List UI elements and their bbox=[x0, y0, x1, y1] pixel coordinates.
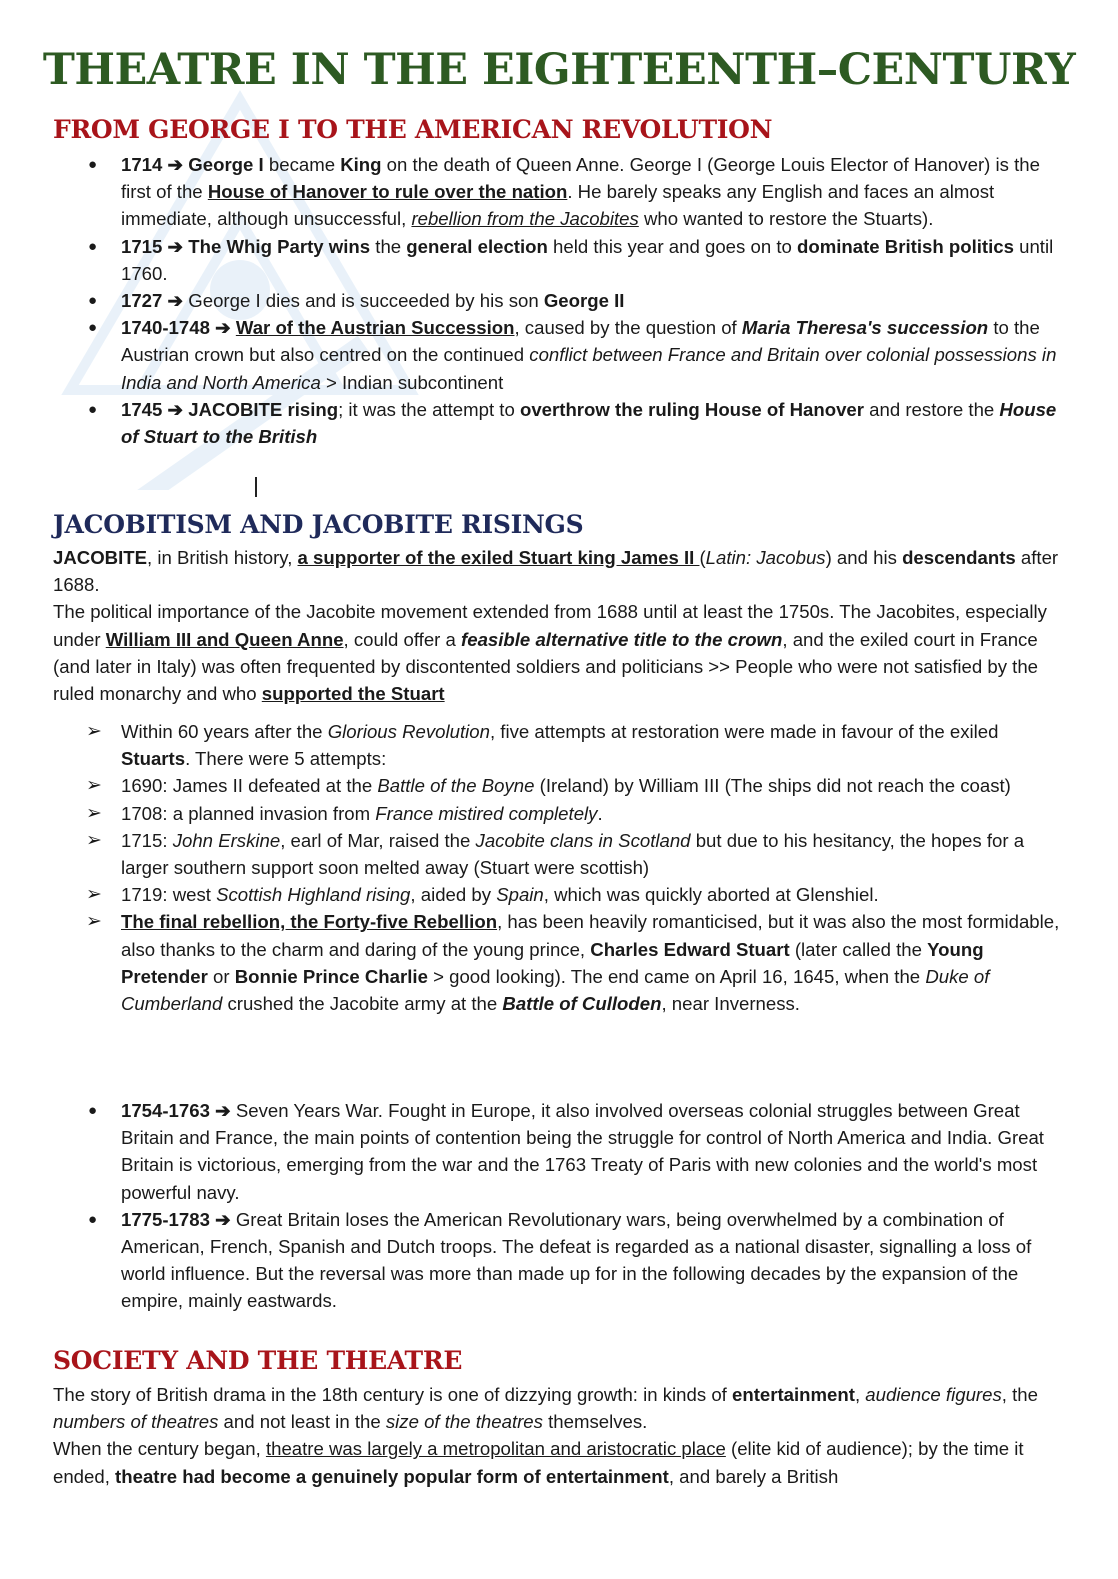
text-run: Battle of the Boyne bbox=[377, 775, 535, 797]
timeline-date: 1740-1748 ➔ bbox=[121, 317, 231, 339]
text-run: Bonnie Prince Charlie bbox=[234, 965, 428, 987]
arrow-bullet-icon: ➢ bbox=[86, 775, 102, 797]
text-run: Seven Years War. Fought in Europe, it also involved overseas colonial struggles between Great Britain and France, the main points of contention being the struggle for control of North America and India. Great Britain is victorious, emerging from the war and the 1763 Treaty of Paris with new colonies and the world's most powerful navy. bbox=[121, 1100, 1044, 1203]
timeline-date: 1775-1783 ➔ bbox=[121, 1208, 231, 1230]
attempt-item bbox=[88, 772, 1063, 799]
text-run: (Ireland) by William III (The ships did not reach the coast) bbox=[534, 775, 1011, 797]
text-run: but due to his hesitancy, the hopes for a larger southern support soon melted away (Stuart were scottish) bbox=[121, 829, 1025, 879]
text-run: The Whig Party wins bbox=[188, 235, 371, 257]
arrow-bullet-icon: ➢ bbox=[86, 829, 102, 851]
text-run: themselves. bbox=[542, 1411, 648, 1433]
restoration-attempts-list bbox=[88, 718, 1063, 1017]
arrow-bullet-icon: ➢ bbox=[86, 802, 102, 824]
text-run: crushed the Jacobite army at the bbox=[222, 993, 503, 1015]
section-heading-society: SOCIETY AND THE THEATRE bbox=[53, 1346, 463, 1375]
section-heading-jacobitism: JACOBITISM AND JACOBITE RISINGS bbox=[53, 510, 584, 539]
society-text bbox=[53, 1381, 1063, 1490]
text-run: Great Britain loses the American Revolutionary wars, being overwhelmed by a combination of American, French, Spanish and Dutch troops. The defeat is regarded as a national disaster, signalling a loss of world influence. But the reversal was more than made up for in the following decades by the expansion of the empire, mainly eastwards. bbox=[121, 1208, 1032, 1312]
timeline-list-1 bbox=[88, 151, 1063, 450]
text-run: , and barely a British bbox=[668, 1465, 839, 1487]
text-run: , bbox=[854, 1384, 866, 1405]
text-cursor bbox=[255, 477, 257, 497]
text-run: , caused by the question of bbox=[514, 317, 742, 339]
text-run: , in British history, bbox=[147, 547, 298, 568]
page-title: THEATRE IN THE EIGHTEENTH–CENTURY bbox=[42, 45, 1076, 95]
timeline-date: 1754-1763 ➔ bbox=[121, 1100, 231, 1121]
arrow-bullet-icon: ➢ bbox=[86, 721, 102, 742]
text-run: general election bbox=[406, 235, 548, 257]
text-run: Maria Theresa's succession bbox=[741, 317, 989, 339]
attempt-item bbox=[88, 881, 1063, 908]
text-run: 1708: a planned invasion from bbox=[121, 802, 376, 824]
text-run: who wanted to restore the Stuarts). bbox=[638, 208, 934, 230]
arrow-bullet-icon: ➢ bbox=[86, 884, 102, 906]
text-run: 1719: west bbox=[121, 884, 217, 906]
text-run: George I bbox=[188, 154, 264, 175]
attempt-item bbox=[88, 800, 1063, 827]
text-run: Jacobite clans in Scotland bbox=[475, 829, 691, 851]
timeline-list-2 bbox=[88, 1097, 1063, 1315]
text-run: and restore the bbox=[864, 398, 1000, 420]
text-run: > good looking). The end came on April 16, 1645, when the bbox=[427, 965, 926, 987]
text-run: , which was quickly aborted at Glenshiel. bbox=[543, 884, 879, 906]
text-run: theatre had become a genuinely popular form of entertainment bbox=[115, 1465, 669, 1487]
text-run: descendants bbox=[902, 547, 1016, 568]
text-run: War of the Austrian Succession bbox=[235, 317, 515, 339]
timeline-item bbox=[88, 1097, 1063, 1206]
text-run: Glorious Revolution bbox=[327, 721, 490, 742]
text-run: on the death of Queen Anne. George I (George Louis Elector of Hanover) is the first of the bbox=[121, 154, 1040, 203]
text-run: or bbox=[207, 965, 235, 987]
attempt-item bbox=[88, 718, 1063, 772]
text-run: George I dies and is succeeded by his son bbox=[183, 290, 544, 312]
text-run: (elite kid of audience); by the time it ended, bbox=[53, 1438, 1024, 1487]
jacobite-importance-paragraph bbox=[53, 598, 1063, 707]
text-run: Stuarts bbox=[121, 748, 186, 770]
text-run: Battle of Culloden bbox=[502, 993, 662, 1015]
bullet-marker: ● bbox=[88, 400, 98, 418]
attempt-item bbox=[88, 908, 1063, 1017]
text-run: supported the Stuart bbox=[261, 683, 445, 705]
text-run: When the century began, bbox=[53, 1438, 266, 1460]
text-run: conflict between France and Britain over colonial possessions in India and North America bbox=[121, 344, 1057, 393]
text-run: a supporter of the exiled Stuart king James II bbox=[297, 547, 700, 568]
text-run: > Indian subcontinent bbox=[320, 371, 504, 393]
text-run: entertainment bbox=[732, 1384, 855, 1405]
text-run: The story of British drama in the 18th century is one of dizzying growth: in kinds of bbox=[53, 1384, 732, 1405]
text-run: 1715: bbox=[121, 829, 173, 851]
attempt-item bbox=[88, 827, 1063, 881]
timeline-date: 1727 ➔ bbox=[121, 290, 184, 312]
text-run: , has been heavily romanticised, but it was also the most formidable, also thanks to the charm and daring of the young prince, bbox=[121, 911, 1060, 960]
jacobite-intro bbox=[53, 544, 1063, 707]
text-run: theatre was largely a metropolitan and aristocratic place bbox=[265, 1438, 726, 1460]
text-run: (later called the bbox=[789, 938, 928, 960]
timeline-item bbox=[88, 396, 1063, 450]
text-run: George II bbox=[543, 290, 625, 312]
text-run: , and the exiled court in France (and later in Italy) was often frequented by discontented soldiers and politicians >> People who were not satisfied by the ruled monarchy and who bbox=[53, 628, 1039, 705]
text-run: overthrow the ruling House of Hanover bbox=[519, 398, 865, 420]
text-run: . bbox=[597, 802, 603, 824]
text-run: Duke of Cumberland bbox=[121, 965, 990, 1015]
timeline-date: 1745 ➔ bbox=[121, 398, 184, 420]
text-run: size of the theatres bbox=[385, 1411, 543, 1433]
timeline-date: 1715 ➔ bbox=[121, 235, 184, 257]
text-run: Scottish Highland rising bbox=[216, 884, 411, 906]
bullet-marker: ● bbox=[88, 156, 98, 173]
text-run: , five attempts at restoration were made in favour of the exiled bbox=[489, 721, 999, 742]
text-run: The final rebellion, the Forty-five Rebellion bbox=[121, 911, 498, 933]
text-run: Charles Edward Stuart bbox=[590, 938, 790, 960]
timeline-item bbox=[88, 314, 1063, 396]
text-run: . He barely speaks any English and faces an almost immediate, although unsuccessful, bbox=[121, 181, 995, 230]
text-run: Within 60 years after the bbox=[121, 721, 328, 742]
text-run: 1690: James II defeated at the bbox=[121, 775, 378, 797]
bullet-marker: ● bbox=[88, 292, 98, 310]
text-run: William III and Queen Anne bbox=[105, 628, 344, 650]
text-run: . There were 5 attempts: bbox=[185, 748, 387, 770]
section-heading-george: FROM GEORGE I TO THE AMERICAN REVOLUTION bbox=[53, 115, 773, 144]
text-run: King bbox=[340, 154, 382, 175]
text-run: became bbox=[263, 154, 341, 175]
text-run: Spain bbox=[496, 884, 544, 906]
timeline-item bbox=[88, 287, 1063, 314]
text-run: ; it was the attempt to bbox=[338, 398, 520, 420]
text-run: rebellion from the Jacobites bbox=[411, 208, 639, 230]
timeline-item bbox=[88, 233, 1063, 287]
text-run: , near Inverness. bbox=[661, 993, 800, 1015]
arrow-bullet-icon: ➢ bbox=[86, 911, 102, 933]
text-run: House of Stuart to the British bbox=[121, 398, 1057, 448]
society-paragraph-2 bbox=[53, 1435, 1063, 1489]
text-run: the bbox=[370, 235, 407, 257]
text-run: , earl of Mar, raised the bbox=[280, 829, 476, 851]
text-run: France mistired completely bbox=[375, 802, 598, 824]
text-run: JACOBITE rising bbox=[188, 398, 339, 420]
text-run: The political importance of the Jacobite movement extended from 1688 until at least the 1750s. The Jacobites, especially under bbox=[53, 601, 1047, 650]
jacobite-definition-paragraph bbox=[53, 544, 1063, 598]
timeline-item bbox=[88, 151, 1063, 233]
text-run: feasible alternative title to the crown bbox=[461, 628, 783, 650]
text-run: Young Pretender bbox=[121, 938, 984, 987]
text-run: and not least in the bbox=[218, 1411, 386, 1433]
text-run: to the Austrian crown but also centred on the continued bbox=[121, 317, 1040, 366]
text-run: ( bbox=[699, 547, 706, 568]
text-run: House of Hanover to rule over the nation bbox=[207, 181, 568, 203]
text-run: , could offer a bbox=[343, 628, 462, 650]
bullet-marker: ● bbox=[88, 1102, 98, 1119]
text-run: John Erskine bbox=[172, 829, 281, 851]
text-run: Latin: Jacobus bbox=[705, 547, 826, 568]
bullet-marker: ● bbox=[88, 237, 98, 255]
text-run: , the bbox=[1001, 1384, 1038, 1405]
text-run: until 1760. bbox=[121, 235, 1054, 284]
text-run: audience figures bbox=[865, 1384, 1002, 1405]
text-run: after 1688. bbox=[53, 547, 1059, 596]
bullet-marker: ● bbox=[88, 1210, 98, 1228]
text-run: numbers of theatres bbox=[53, 1411, 219, 1433]
society-paragraph-1 bbox=[53, 1381, 1063, 1435]
timeline-date: 1714 ➔ bbox=[121, 154, 184, 175]
text-run: held this year and goes on to bbox=[547, 235, 797, 257]
text-run: JACOBITE bbox=[53, 547, 148, 568]
text-run: , aided by bbox=[410, 884, 497, 906]
text-run: ) and his bbox=[825, 547, 903, 568]
timeline-item bbox=[88, 1206, 1063, 1315]
bullet-marker: ● bbox=[88, 319, 98, 337]
text-run: dominate British politics bbox=[797, 235, 1014, 257]
